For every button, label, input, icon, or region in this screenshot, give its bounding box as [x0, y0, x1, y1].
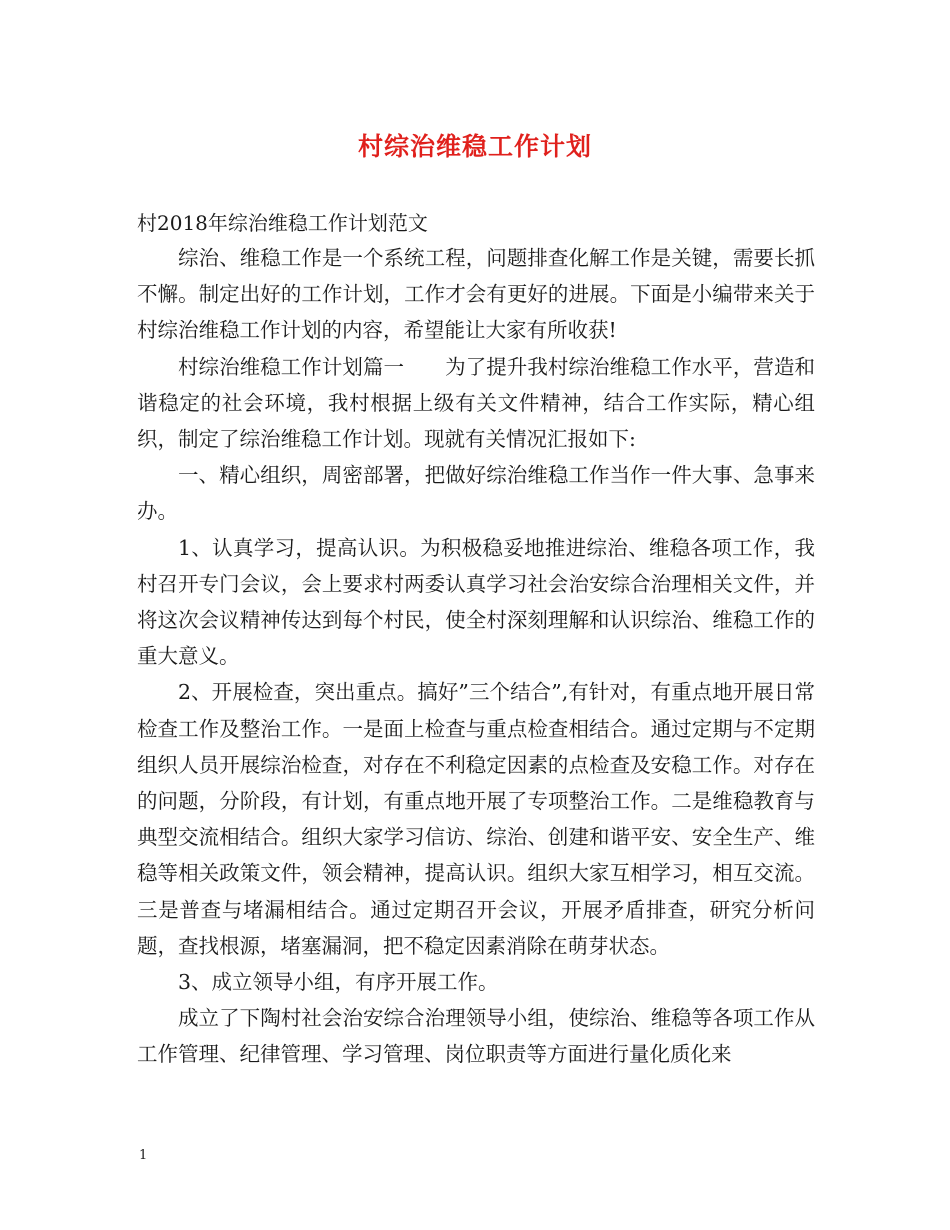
paragraph: 综治、维稳工作是一个系统工程，问题排查化解工作是关键，需要长抓不懈。制定出好的工作计划，工作才会有更好的进展。下面是小编带来关于村综治维稳工作计划的内容，希望能让大家有所收获! [137, 246, 815, 343]
paragraph: 成立了下陶村社会治安综合治理领导小组，使综治、维稳等各项工作从工作管理、纪律管理、学习管理、岗位职责等方面进行量化质化来 [137, 1006, 815, 1067]
document-body [137, 240, 815, 1073]
paragraph: 一、精心组织，周密部署，把做好综治维稳工作当作一件大事、急事来办。 [137, 463, 815, 524]
document-subtitle: 村2018年综治维稳工作计划范文 [137, 211, 428, 235]
page-number: 1 [139, 1148, 148, 1163]
paragraph: 3、成立领导小组，有序开展工作。 [178, 970, 499, 995]
paragraph: 2、开展检查，突出重点。搞好”三个结合”,有针对，有重点地开展日常检查工作及整治工作。一是面上检查与重点检查相结合。通过定期与不定期组织人员开展综治检查，对存在不利稳定因素的点检查及安稳工作。对存在的问题，分阶段，有计划，有重点地开展了专项整治工作。二是维稳教育与典型交流相结合。组织大家学习信访、综治、创建和谐平安、安全生产、维稳等相关政策文件，领会精神，提高认识。组织大家互相学习，相互交流。三是普查与堵漏相结合。通过定期召开会议，开展矛盾排查，研究分析问题，查找根源，堵塞漏洞，把不稳定因素消除在萌芽状态。 [137, 680, 815, 958]
paragraph: 1、认真学习，提高认识。为积极稳妥地推进综治、维稳各项工作，我村召开专门会议，会上要求村两委认真学习社会治安综合治理相关文件，并将这次会议精神传达到每个村民，使全村深刻理解和认识综治、维稳工作的重大意义。 [137, 535, 815, 669]
document-title: 村综治维稳工作计划 [357, 132, 592, 161]
paragraph: 村综治维稳工作计划篇一 为了提升我村综治维稳工作水平，营造和谐稳定的社会环境，我村根据上级有关文件精神，结合工作实际，精心组织，制定了综治维稳工作计划。现就有关情况汇报如下: [137, 354, 815, 452]
